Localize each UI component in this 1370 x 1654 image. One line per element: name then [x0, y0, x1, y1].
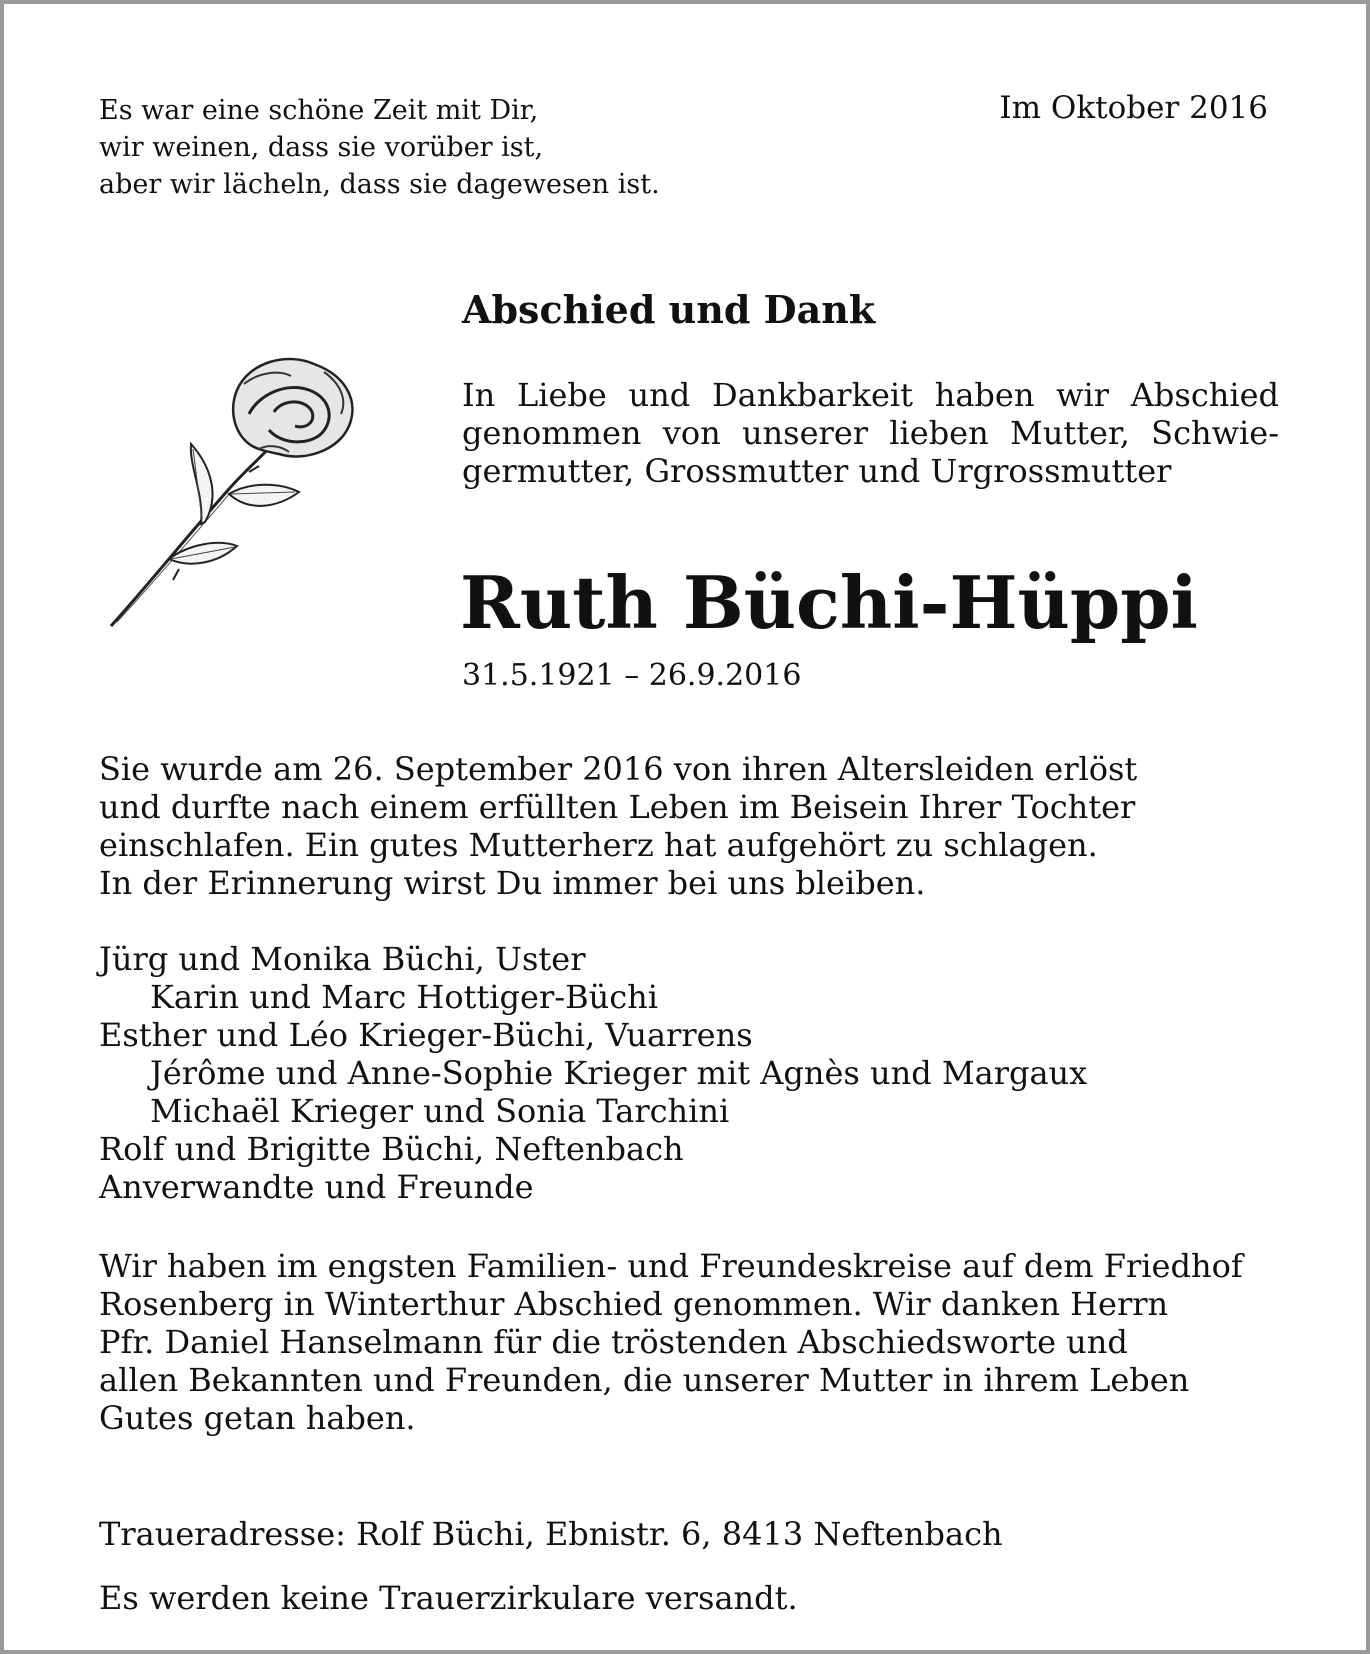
closing-line: Wir haben im engsten Familien- und Freundeskreise auf dem Friedhof	[99, 1247, 1243, 1285]
body-line: und durfte nach einem erfüllten Leben im Beisein Ihrer Tochter	[99, 788, 1136, 826]
motto-verse	[99, 92, 660, 203]
body-line: einschlafen. Ein gutes Mutterherz hat aufgehört zu schlagen.	[99, 826, 1098, 864]
motto-line: wir weinen, dass sie vorüber ist,	[99, 132, 544, 163]
rose-icon	[109, 354, 389, 666]
family-member: Karin und Marc Hottiger-Büchi	[150, 978, 658, 1016]
closing-text	[99, 1247, 1289, 1437]
life-dates: 31.5.1921 – 26.9.2016	[462, 658, 802, 693]
intro-text	[462, 376, 1279, 490]
intro-line: In Liebe und Dankbarkeit haben wir Abschied	[462, 376, 1279, 414]
notice-text: Es werden keine Trauerzirkulare versandt.	[99, 1579, 798, 1617]
family-member: Anverwandte und Freunde	[99, 1168, 534, 1206]
body-text	[99, 750, 1137, 902]
motto-line: Es war eine schöne Zeit mit Dir,	[99, 95, 539, 126]
intro-line: genommen von unserer lieben Mutter, Schwie-	[462, 414, 1279, 452]
motto-line: aber wir lächeln, dass sie dagewesen ist.	[99, 169, 660, 200]
mourning-address: Traueradresse: Rolf Büchi, Ebnistr. 6, 8413 Neftenbach	[99, 1515, 1003, 1553]
publication-date: Im Oktober 2016	[999, 90, 1268, 126]
family-member: Jérôme und Anne-Sophie Krieger mit Agnès und Margaux	[150, 1054, 1088, 1092]
deceased-name: Ruth Büchi-Hüppi	[460, 560, 1198, 645]
closing-line: allen Bekannten und Freunden, die unserer Mutter in ihrem Leben	[99, 1361, 1190, 1399]
closing-line: Gutes getan haben.	[99, 1399, 416, 1437]
family-member: Michaël Krieger und Sonia Tarchini	[150, 1092, 730, 1130]
family-member: Jürg und Monika Büchi, Uster	[99, 940, 586, 978]
body-line: Sie wurde am 26. September 2016 von ihren Altersleiden erlöst	[99, 750, 1138, 788]
family-member: Esther und Léo Krieger-Büchi, Vuarrens	[99, 1016, 753, 1054]
family-list	[99, 940, 1087, 1206]
body-line: In der Erinnerung wirst Du immer bei uns bleiben.	[99, 864, 926, 902]
closing-line: Rosenberg in Winterthur Abschied genommen. Wir danken Herrn	[99, 1285, 1169, 1323]
family-member: Rolf und Brigitte Büchi, Neftenbach	[99, 1130, 684, 1168]
intro-line: germutter, Grossmutter und Urgrossmutter	[462, 452, 1172, 490]
closing-line: Pfr. Daniel Hanselmann für die tröstenden Abschiedsworte und	[99, 1323, 1128, 1361]
heading: Abschied und Dank	[462, 287, 876, 332]
